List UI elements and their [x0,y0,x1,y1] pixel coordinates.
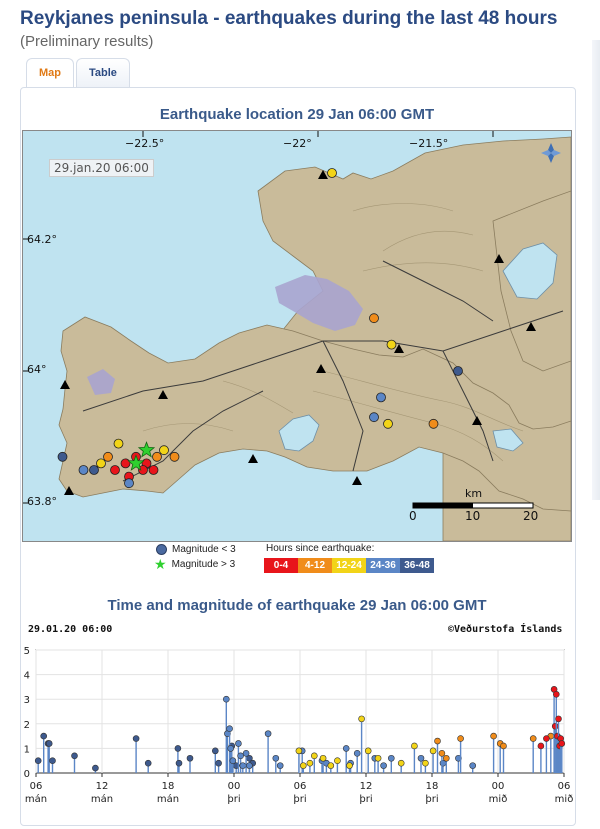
lat-label-2: 64° [27,363,47,376]
quake-marker [384,419,393,428]
quake-point [553,691,559,697]
timeline-title: Time and magnitude of earthquake 29 Jan 06:00 GMT [107,597,487,614]
quake-point [265,731,271,737]
quake-point [458,736,464,742]
quake-point [439,750,445,756]
x-tick-hour: 06 [29,781,43,792]
quake-point [491,733,497,739]
y-tick-label: 1 [23,744,30,756]
map-timestamp: 29.jan.20 06:00 [49,159,154,177]
quake-point [470,763,476,769]
quake-point [334,758,340,764]
quake-point [235,740,241,746]
legend-small-label: Magnitude < 3 [172,544,236,555]
x-tick-hour: 06 [293,781,307,792]
quake-point [230,758,236,764]
y-tick-label: 3 [23,695,30,707]
quake-point [273,755,279,761]
quake-point [418,755,424,761]
quake-point [238,753,244,759]
x-tick-day: þri [359,794,373,805]
quake-marker [149,466,158,475]
quake-point [430,748,436,754]
quake-point [543,736,549,742]
legend-hours-title: Hours since earthquake: [266,543,375,554]
page-subtitle: (Preliminary results) [20,33,154,50]
earthquake-map[interactable] [22,130,572,542]
quake-point [328,763,334,769]
page-title: Reykjanes peninsula - earthquakes during the last 48 hours [20,8,558,29]
lat-label-1: 64.2° [27,233,57,246]
quake-point [246,763,252,769]
y-ticks [24,646,30,780]
legend-large-quake [154,556,236,572]
x-tick-hour: 18 [161,781,175,792]
x-tick-day: mið [488,794,508,805]
quake-point [398,760,404,766]
quake-point [443,755,449,761]
legend-small-quake [156,544,236,555]
lon-label-2: −22° [283,137,312,150]
quake-marker [90,466,99,475]
tab-table[interactable]: Table [76,58,130,87]
quake-point [240,763,246,769]
quake-point [133,736,139,742]
quake-point [320,755,326,761]
quake-point [223,696,229,702]
x-tick-hour: 12 [359,781,373,792]
quake-marker [370,413,379,422]
quake-point [35,758,41,764]
x-tick-day: þri [425,794,439,805]
hours-0-4: 0-4 [264,558,298,573]
x-tick-day: þri [293,794,307,805]
x-tick-day: mán [24,794,48,805]
quake-point [145,760,151,766]
quake-point [307,760,313,766]
map-canvas [23,131,571,541]
scale-unit: km [465,487,483,500]
quake-point [41,733,47,739]
quake-point [347,763,353,769]
quake-marker [125,479,134,488]
scale-bar [413,503,533,508]
large-quake-star-icon: ★ [154,556,167,572]
quake-point [365,748,371,754]
quake-point [388,755,394,761]
quake-point [359,716,365,722]
quake-point [243,750,249,756]
x-tick-hour: 18 [425,781,439,792]
quake-point [300,763,306,769]
quake-marker [111,466,120,475]
quake-point [50,758,56,764]
x-tick-hour: 12 [95,781,109,792]
quake-point [212,748,218,754]
hours-36-48: 36-48 [400,558,434,573]
quake-marker [121,459,130,468]
x-tick-hour: 06 [557,781,571,792]
x-tick-hour: 00 [227,781,241,792]
timeline-credit: ©Veðurstofa Íslands [448,624,563,635]
quake-marker [58,452,67,461]
legend-hours [264,558,434,573]
hours-24-36: 24-36 [366,558,400,573]
quake-point [175,745,181,751]
scale-tick-10: 10 [465,509,481,523]
x-tick-day: mán [156,794,180,805]
timeline-chart [0,640,594,829]
quake-point [72,753,78,759]
hours-4-12: 4-12 [298,558,332,573]
quake-marker [170,452,179,461]
map-title: Earthquake location 29 Jan 06:00 GMT [159,106,435,123]
quake-point [354,750,360,756]
x-ticks [25,773,573,805]
quake-point [187,755,193,761]
quake-point [552,723,558,729]
quake-point [343,745,349,751]
quake-point [556,716,562,722]
x-tick-day: mið [554,794,574,805]
quake-point [559,740,565,746]
quake-point [46,740,52,746]
lon-label-1: −22.5° [125,137,165,150]
quake-point [422,760,428,766]
legend-large-label: Magnitude > 3 [171,559,236,570]
map-legend [150,543,460,579]
quake-marker [153,452,162,461]
quake-marker [114,439,123,448]
quake-marker [160,446,169,455]
timeline-timestamp: 29.01.20 06:00 [28,624,113,635]
x-tick-day: þri [227,794,241,805]
quake-marker [97,459,106,468]
y-tick-label: 5 [23,646,30,657]
tab-map[interactable]: Map [26,58,74,87]
lon-label-3: −21.5° [409,137,449,150]
quake-point [227,726,233,732]
quake-marker [387,340,396,349]
quake-point [411,743,417,749]
quake-marker [429,419,438,428]
tab-bar [26,58,132,88]
x-tick-day: mán [90,794,114,805]
quake-point [228,745,234,751]
lat-label-3: 63.8° [27,495,57,508]
hours-12-24: 12-24 [332,558,366,573]
y-tick-label: 2 [23,719,30,731]
quake-marker [370,314,379,323]
y-tick-label: 4 [23,670,30,682]
quake-point [435,738,441,744]
y-tick-label: 0 [23,769,30,780]
quake-point [296,748,302,754]
quake-point [381,763,387,769]
quake-point [530,736,536,742]
quake-marker [79,466,88,475]
quake-marker [377,393,386,402]
quake-marker [104,452,113,461]
quake-point [501,743,507,749]
quake-point [538,743,544,749]
scale-tick-20: 20 [523,509,539,523]
quake-marker [454,367,463,376]
x-tick-hour: 00 [491,781,505,792]
quake-point [216,760,222,766]
quake-point [176,760,182,766]
quake-point [277,763,283,769]
quake-point [92,765,98,771]
quake-point [375,755,381,761]
scale-tick-0: 0 [409,509,417,523]
small-quake-dot-icon [156,544,167,555]
quake-point [311,753,317,759]
quake-marker [328,169,337,178]
